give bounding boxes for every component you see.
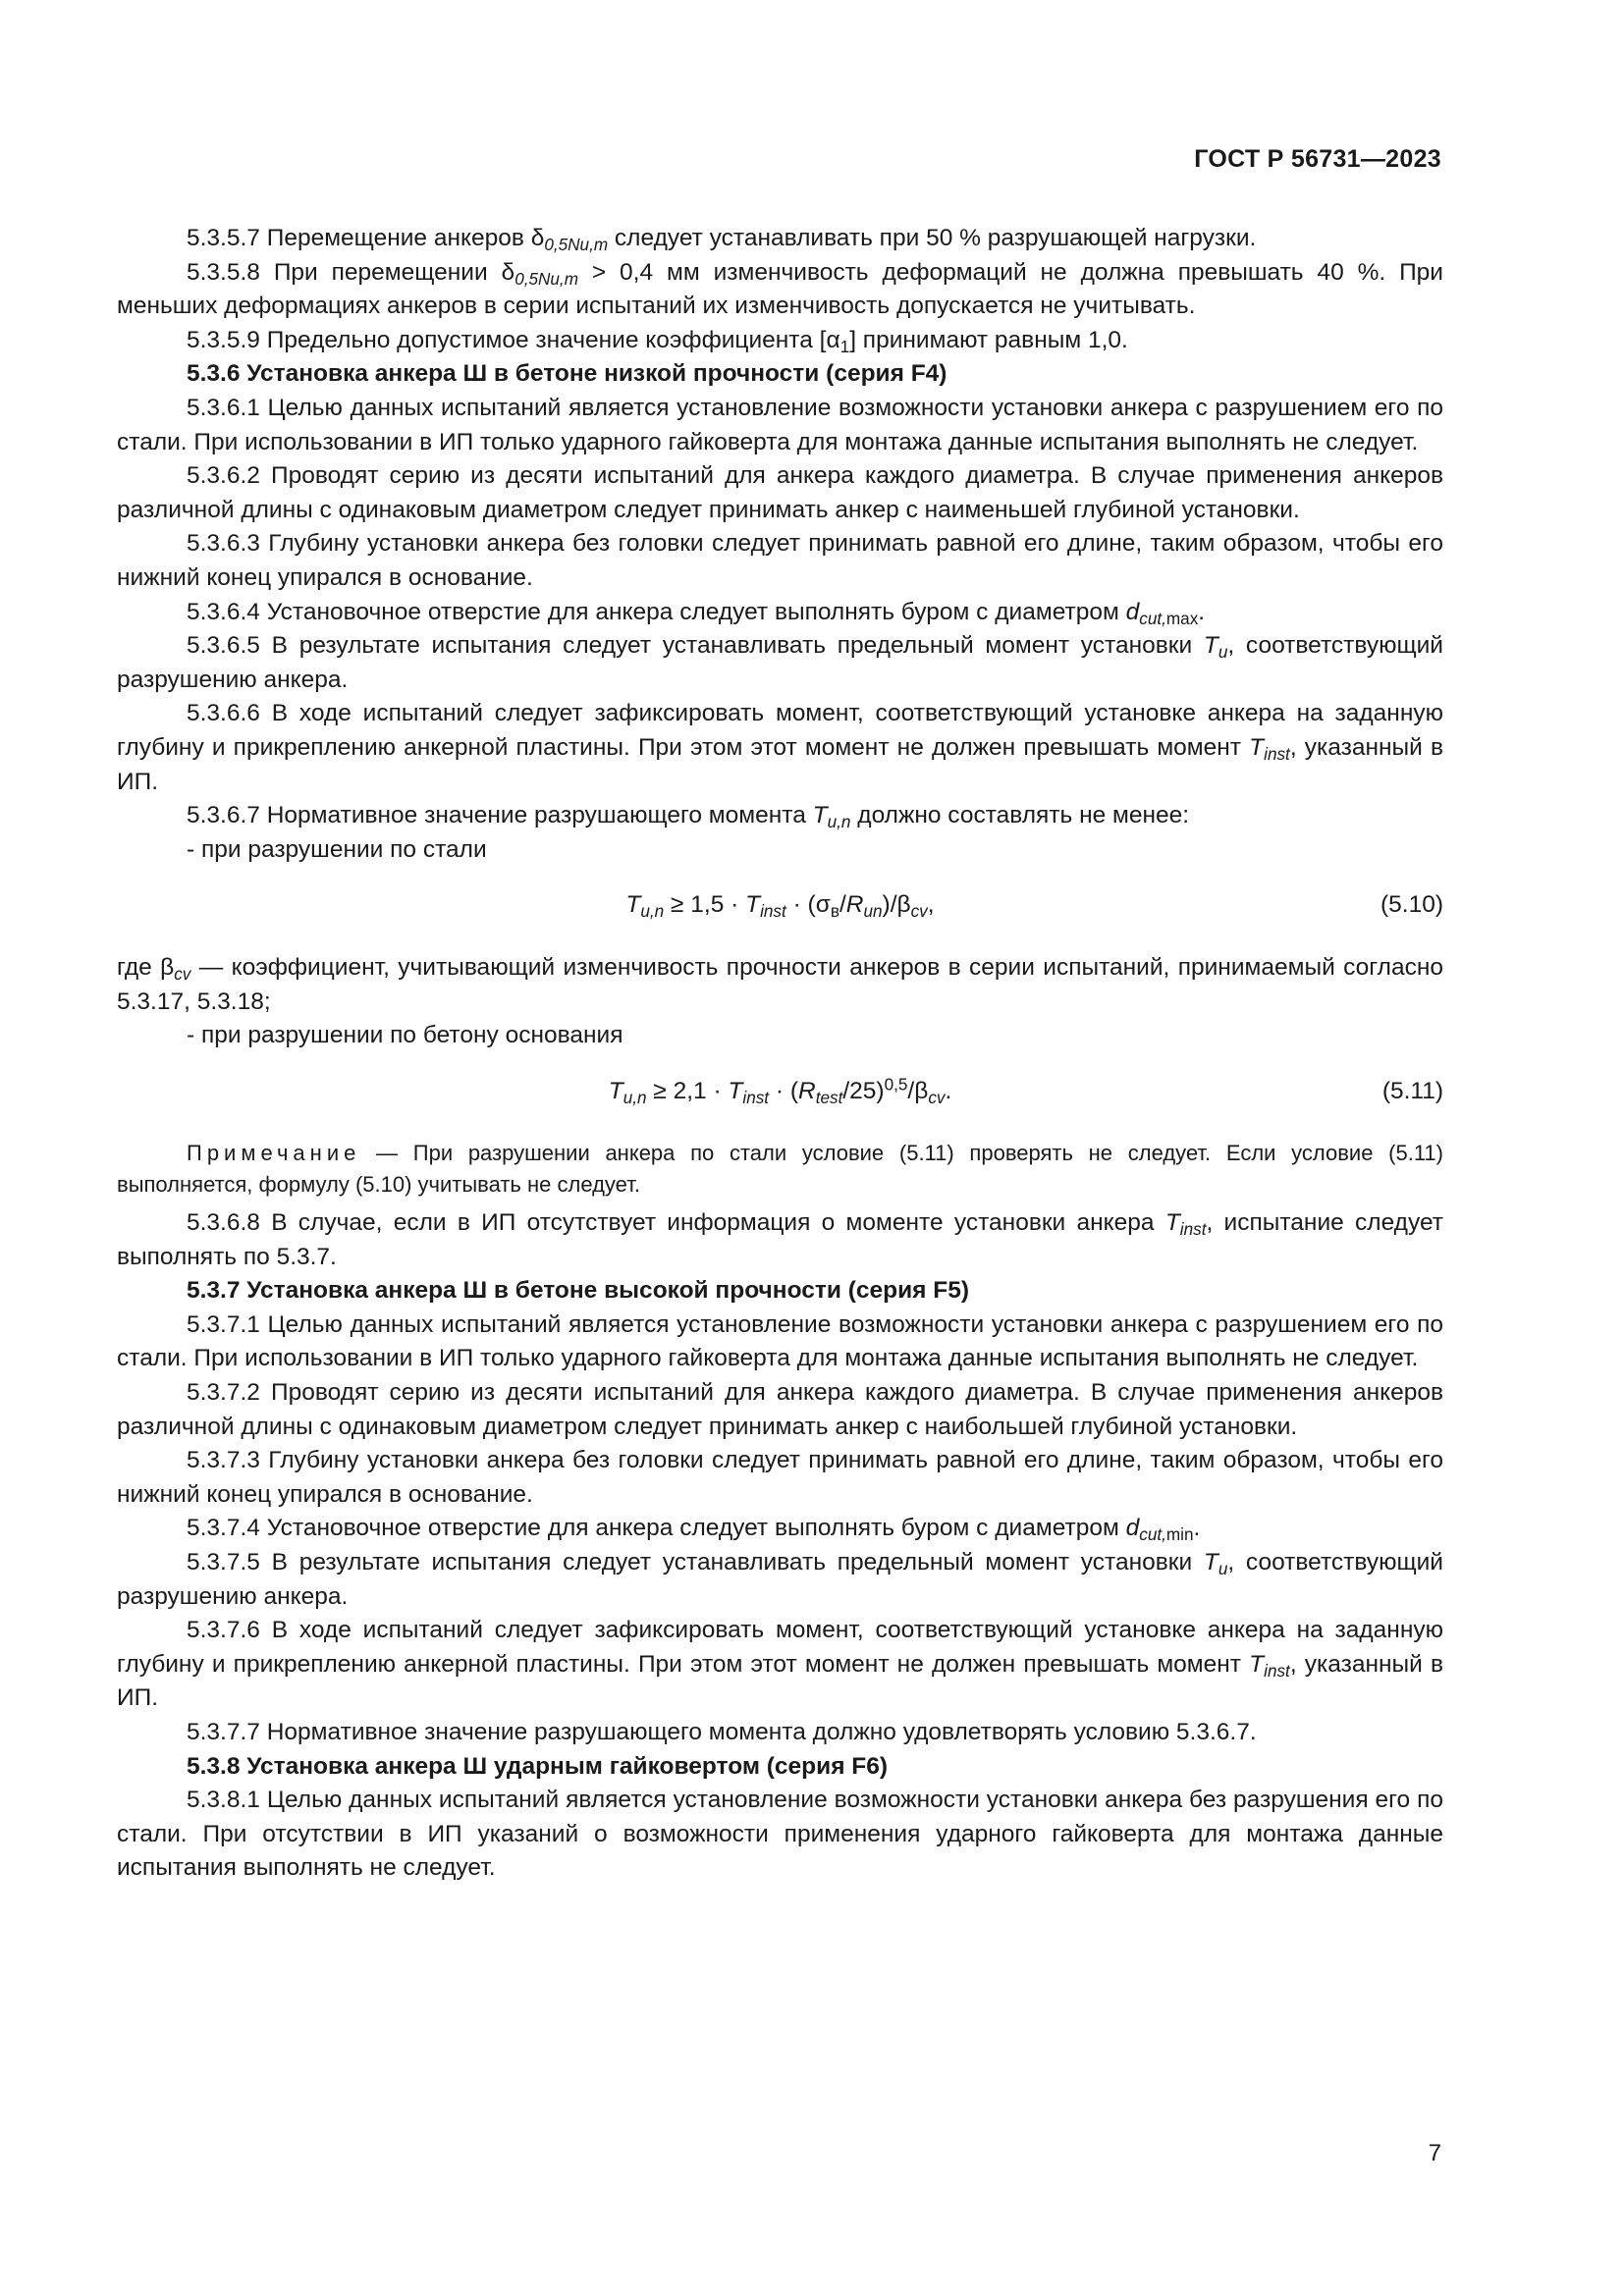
formula-5-11 <box>117 1075 1443 1114</box>
clause-5-3-7-6: 5.3.7.6 В ходе испытаний следует зафиксировать момент, соответствующий установке анкера на заданную глубину и прикреплению анкерной пластины. При этом этот момент не должен превышать момент $T_{inst}$, указанный в ИП. <box>117 1617 1443 1712</box>
clause-5-3-5-9: 5.3.5.9 Предельно допустимое значение коэффициента $[\alpha_1]$ принимают равным 1,0. <box>187 326 1128 356</box>
note: Примечание — При разрушении анкера по стали условие (5.11) проверять не следует. Если условие (5.11) выполняется, формулу (5.10) учитывать не следует. <box>117 1141 1443 1198</box>
clause-5-3-5-7: 5.3.5.7 Перемещение анкеров $\delta_{0,5Nu,m}$ следует устанавливать при 50 % разрушающей нагрузки. <box>187 225 1257 255</box>
clause-5-3-7-4: 5.3.7.4 Установочное отверстие для анкера следует выполнять буром с диаметром $d_{cut,min}$. <box>187 1515 1201 1545</box>
formula-5-10-number: (5.10) <box>1380 891 1443 919</box>
where-clause: где $\beta_{cv}$ — коэффициент, учитывающий изменчивость прочности анкеров в серии испытаний, принимаемый согласно 5.3.17, 5.3.18; <box>117 954 1443 1015</box>
clause-5-3-6-4: 5.3.6.4 Установочное отверстие для анкера следует выполнять буром с диаметром $d_{cut,max}$. <box>187 598 1206 628</box>
clause-5-3-7-5: 5.3.7.5 В результате испытания следует устанавливать предельный момент установки $T_u$, соответствующий разрушению анкера. <box>117 1549 1443 1610</box>
list-item-steel-failure: - при разрушении по стали <box>187 835 487 863</box>
page-number: 7 <box>1428 2140 1441 2166</box>
clause-5-3-6-2: 5.3.6.2 Проводят серию из десяти испытаний для анкера каждого диаметра. В случае применения анкеров различной длины с одинаковым диаметром следует принимать анкер с наименьшей глубиной установки. <box>117 462 1443 523</box>
clause-5-3-7-7: 5.3.7.7 Нормативное значение разрушающего момента должно удовлетворять условию 5.3.6.7. <box>187 1718 1257 1745</box>
clause-5-3-6-6: 5.3.6.6 В ходе испытаний следует зафиксировать момент, соответствующий установке анкера на заданную глубину и прикреплению анкерной пластины. При этом этот момент не должен превышать момент $T_{inst}$, указанный в ИП. <box>117 700 1443 795</box>
formula-5-11-number: (5.11) <box>1381 1078 1443 1105</box>
clause-5-3-5-8: 5.3.5.8 При перемещении $\delta_{0,5Nu,m} > 0,4$ мм изменчивость деформаций не должна превышать 40 %. При меньших деформациях анкеров в серии испытаний их изменчивость допускается не учитывать. <box>117 258 1443 320</box>
section-heading-5-3-7: 5.3.7 Установка анкера Ш в бетоне высокой прочности (серия F5) <box>187 1277 969 1305</box>
clause-5-3-7-3: 5.3.7.3 Глубину установки анкера без головки следует принимать равной его длине, таким образом, чтобы его нижний конец упирался в основание. <box>117 1447 1443 1508</box>
document-body <box>117 222 1443 1886</box>
formula-5-10 <box>117 888 1443 928</box>
formula-5-10-expression: $T_{u,n} \ge 1,5 \cdot T_{inst} \cdot (\sigma_в/R_{un})/\beta_{cv}$, <box>625 891 935 922</box>
section-heading-5-3-6: 5.3.6 Установка анкера Ш в бетоне низкой прочности (серия F4) <box>187 360 947 388</box>
document-id: ГОСТ Р 56731—2023 <box>1194 145 1441 173</box>
clause-5-3-6-7: 5.3.6.7 Нормативное значение разрушающего момента $T_{u,n}$ должно составлять не менее: <box>187 802 1190 832</box>
clause-5-3-7-2: 5.3.7.2 Проводят серию из десяти испытаний для анкера каждого диаметра. В случае применения анкеров различной длины с одинаковым диаметром следует принимать анкер с наибольшей глубиной установки. <box>117 1379 1443 1440</box>
section-heading-5-3-8: 5.3.8 Установка анкера Ш ударным гайковертом (серия F6) <box>187 1752 889 1780</box>
formula-5-11-expression: $T_{u,n} \ge 2,1 \cdot T_{inst} \cdot (R_{test}/25)^{0,5}/\beta_{cv}$. <box>608 1074 952 1108</box>
clause-5-3-6-1: 5.3.6.1 Целью данных испытаний является установление возможности установки анкера с разрушением его по стали. При использовании в ИП только ударного гайковерта для монтажа данные испытания выполнять не следует. <box>117 394 1443 455</box>
note-label: Примечание <box>187 1141 361 1166</box>
list-item-concrete-failure: - при разрушении по бетону основания <box>187 1022 623 1049</box>
clause-5-3-6-3: 5.3.6.3 Глубину установки анкера без головки следует принимать равной его длине, таким образом, чтобы его нижний конец упирался в основание. <box>117 530 1443 591</box>
clause-5-3-6-8: 5.3.6.8 В случае, если в ИП отсутствует информация о моменте установки анкера $T_{inst}$, испытание следует выполнять по 5.3.7. <box>117 1209 1443 1270</box>
clause-5-3-8-1: 5.3.8.1 Целью данных испытаний является установление возможности установки анкера без разрушения его по стали. При отсутствии в ИП указаний о возможности применения ударного гайковерта для монтажа данные испытания выполнять не следует. <box>117 1787 1443 1882</box>
clause-5-3-6-5: 5.3.6.5 В результате испытания следует устанавливать предельный момент установки $T_u$, соответствующий разрушению анкера. <box>117 632 1443 693</box>
clause-5-3-7-1: 5.3.7.1 Целью данных испытаний является установление возможности установки анкера с разрушением его по стали. При использовании в ИП только ударного гайковерта для монтажа данные испытания выполнять не следует. <box>117 1310 1443 1372</box>
